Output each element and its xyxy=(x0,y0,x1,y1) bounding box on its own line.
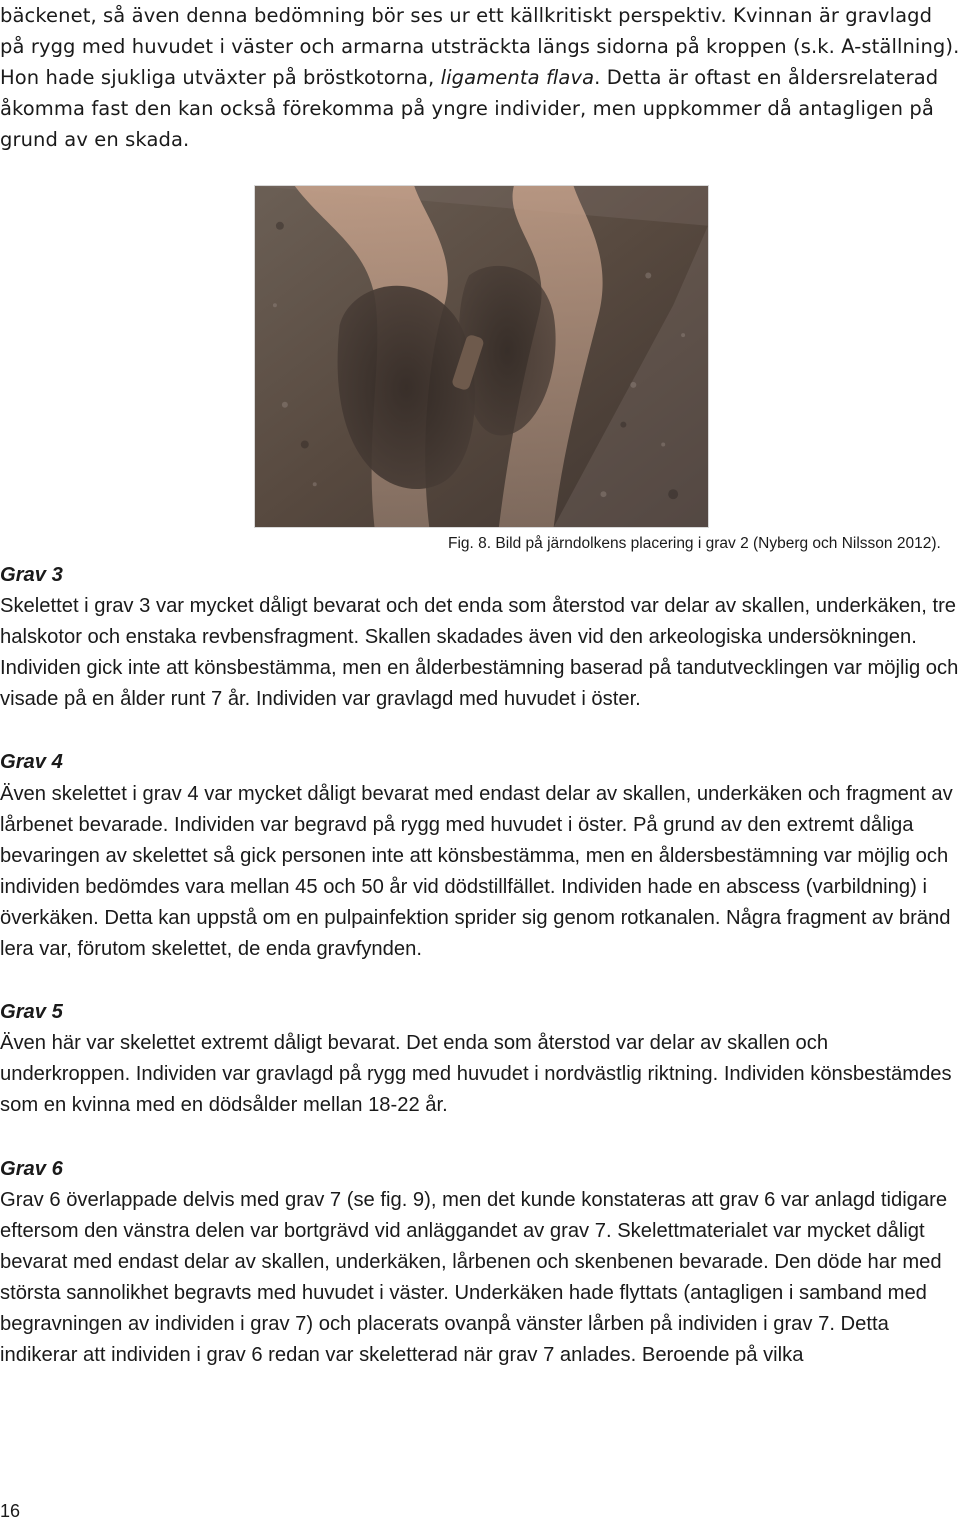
intro-italic-term: ligamenta flava xyxy=(440,66,595,89)
section-heading: Grav 6 xyxy=(0,1157,63,1180)
section-text: Även skelettet i grav 4 var mycket dåligt bevarat med endast delar av skallen, underkäken och fragment av lårbenet bevarade. Individen var begravd på rygg med huvudet i öster. På grund av den extremt dåliga bevaringen av skelettet så gick personen inte att könsbestämma, men en åldersbestämning var möjlig och individen bedömdes vara mellan 45 och 50 år vid dödstillfället. Individen hade en abscess (varbildning) i överkäken. Detta kan uppstå om en pulpainfektion sprider sig genom rotkanalen. Några fragment av bränd lera var, förutom skelettet, de enda gravfynden. xyxy=(0,782,953,961)
intro-text-end: . Detta är oftast en åldersrelaterad åkomma fast den kan också förekomma på yngre individer, men uppkommer då antagligen på grund av en skada. xyxy=(0,66,939,151)
section-grav-3 xyxy=(0,560,960,715)
intro-paragraph xyxy=(0,0,960,155)
section-heading: Grav 4 xyxy=(0,751,63,774)
intro-text xyxy=(0,0,960,155)
section-grav-6 xyxy=(0,1154,960,1372)
section-heading: Grav 3 xyxy=(0,564,63,586)
figure-caption: Fig. 8. Bild på järndolkens placering i grav 2 (Nyberg och Nilsson 2012). xyxy=(448,535,941,552)
section-text: Även här var skelettet extremt dåligt bevarat. Det enda som återstod var delar av skallen och underkroppen. Individen var gravlagd på rygg med huvudet i nordvästlig riktning. Individen könsbestämdes som en kvinna med en dödsålder mellan 18-22 år. xyxy=(0,1032,952,1117)
excavation-photo-illustration xyxy=(255,186,708,527)
excavation-photo xyxy=(254,185,709,528)
section-grav-4 xyxy=(0,747,960,965)
intro-text-start: bäckenet, så även denna bedömning bör ses ur ett källkritiskt perspektiv. Kvinnan är gravlagd på rygg med huvudet i väster och armarna utsträckta längs sidorna på kroppen (s.k. A-ställning). Hon hade sjukliga utväxter på bröstkotorna, xyxy=(0,4,960,89)
section-heading: Grav 5 xyxy=(0,1001,63,1024)
section-text: Grav 6 överlappade delvis med grav 7 (se fig. 9), men det kunde konstateras att grav 6 var anlagd tidigare eftersom den vänstra delen var bortgrävd vid anläggandet av grav 7. Skelettmaterialet var mycket dåligt bevarat med endast delar av skallen, underkäken, lårbenen och skenbenen bevarade. Den döde har med största sannolikhet begravts med huvudet i väster. Underkäken hade flyttats (antagligen i samband med begravningen av individen i grav 7) och placerats ovanpå vänster lårben på individen i grav 7. Detta indikerar att individen i grav 6 redan var skeletterad när grav 7 anlades. Beroende på vilka xyxy=(0,1188,948,1367)
section-text: Skelettet i grav 3 var mycket dåligt bevarat och det enda som återstod var delar av skallen, underkäken, tre halskotor och enstaka revbensfragment. Skallen skadades även vid den arkeologiska undersökningen. Individen gick inte att könsbestämma, men en ålderbestämning baserad på tandutvecklingen var möjlig och visade på en ålder runt 7 år. Individen var gravlagd med huvudet i öster. xyxy=(0,595,959,711)
section-grav-5 xyxy=(0,997,960,1121)
main-body xyxy=(0,560,960,1371)
page-number: 16 xyxy=(0,1501,21,1521)
